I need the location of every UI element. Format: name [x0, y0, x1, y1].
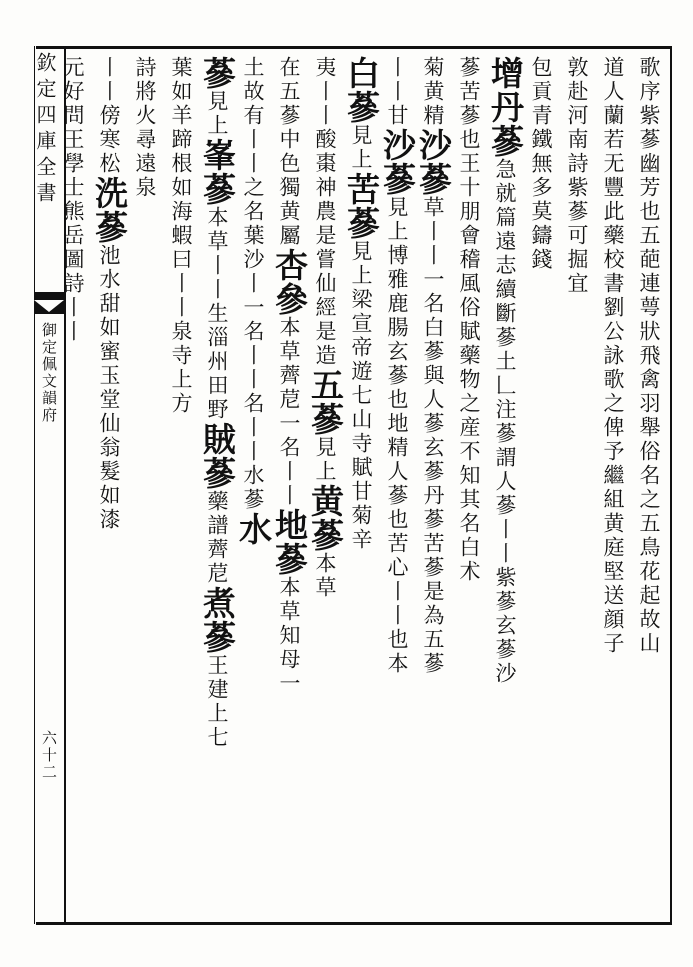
headword: 賊蔘 [198, 422, 237, 490]
text-column [448, 56, 490, 916]
text-column [556, 56, 598, 916]
gloss-text: 葉沙丨一名丨丨 [241, 224, 265, 392]
gloss-text: 包貢青鐵無多莫鑄錢 [529, 56, 553, 272]
gloss-text: 本草薺苨一名丨丨 [277, 316, 301, 508]
gloss-text: 見上博雅鹿腸玄蔘也地精人蔘也苦心丨丨也本 [385, 196, 409, 676]
text-column [592, 56, 634, 916]
headword: 苦蔘 [342, 172, 381, 240]
gloss-text: 本草丨丨生淄州田野 [205, 206, 229, 422]
gloss-text: 見上 [205, 90, 229, 138]
headword: 沙蔘 [414, 128, 453, 196]
margin-title: 欽定四庫全書 [33, 52, 57, 208]
gloss-text: 本草 [313, 552, 337, 600]
text-column [88, 56, 130, 916]
text-column [484, 56, 526, 916]
gloss-text: 泉寺上方 [169, 320, 193, 416]
gloss-text: 蔘苦蔘也王十朋會稽風俗賦藥物之産不知其名白术 [457, 56, 481, 584]
text-column [340, 56, 382, 916]
gloss-text: 草丨丨一名白蔘與人蔘玄蔘丹蔘苦蔘是為五蔘 [421, 196, 445, 676]
gloss-text: 夷丨丨酸棗神農是嘗仙經是造 [313, 56, 337, 368]
right-border-rule [670, 46, 672, 924]
gloss-text: 菊黄精 [421, 56, 445, 128]
text-column [124, 56, 166, 916]
text-column [376, 56, 418, 916]
gloss-text: 見上梁宣帝遊七山寺賦甘菊辛 [349, 240, 373, 552]
gloss-text: 丨丨甘 [385, 56, 409, 128]
text-column [412, 56, 454, 916]
gloss-text: 土故有丨丨之名 [241, 56, 265, 224]
gloss-text: 見上 [349, 124, 373, 172]
text-column [520, 56, 562, 916]
headword: 杏參 [270, 248, 309, 316]
gloss-text: 道人蘭若无豐此藥校書劉公詠歌之俾予繼組黄庭堅送顔子 [601, 56, 625, 656]
gloss-text: 見上 [313, 436, 337, 484]
gloss-text: 藥譜薺苨 [205, 490, 229, 586]
gloss-text: 曰丨丨 [169, 248, 193, 320]
text-column [52, 56, 94, 916]
headword: 沙蔘 [378, 128, 417, 196]
bottom-border-rule [36, 922, 672, 925]
folio-number: 六十二 [40, 730, 58, 781]
text-column [160, 56, 202, 916]
gloss-text: 王建上七 [205, 654, 229, 750]
headword: 五蔘 [306, 368, 345, 436]
headword: 白蔘 [342, 56, 381, 124]
headword: 峯蔘 [198, 138, 237, 206]
headword: 煮蔘 [198, 586, 237, 654]
text-column [268, 56, 310, 916]
text-column [628, 56, 670, 916]
headword: 洗蔘 [90, 176, 129, 244]
gloss-text: 敦赴河南詩紫蔘可掘宜 [565, 56, 589, 296]
gloss-text: 本草知母一 [277, 576, 301, 696]
headword: 水 [234, 512, 273, 546]
gloss-text: 名丨丨水蔘 [241, 392, 265, 512]
gloss-text: 詩將火尋遠泉 [133, 56, 157, 200]
gloss-text: 急就篇遠志續斷蔘土𠃊注蔘謂人蔘丨丨紫蔘玄蔘沙 [493, 158, 517, 686]
gloss-text: 歌序紫蔘幽芳也五葩連萼狀飛禽羽舉俗名之五鳥花起故山 [637, 56, 661, 656]
text-column [196, 56, 238, 916]
headword: 地蔘 [270, 508, 309, 576]
gloss-text: 在五蔘中色獨黄屬 [277, 56, 301, 248]
gloss-text: 元好問王學士熊岳圖詩丨丨 [61, 56, 85, 344]
headword: 蔘 [198, 56, 237, 90]
margin-subtitle: 御定佩文韻府 [40, 322, 58, 424]
headword: 增丹蔘 [486, 56, 525, 158]
gloss-text: 葉如羊蹄根如海蝦 [169, 56, 193, 248]
gloss-text: 池水甜如蜜玉堂仙翁髮如漆 [97, 244, 121, 532]
text-column [304, 56, 346, 916]
top-border-rule [36, 46, 672, 49]
text-column [232, 56, 274, 916]
headword: 黄蔘 [306, 484, 345, 552]
gloss-text: 丨丨傍寒松 [97, 56, 121, 176]
